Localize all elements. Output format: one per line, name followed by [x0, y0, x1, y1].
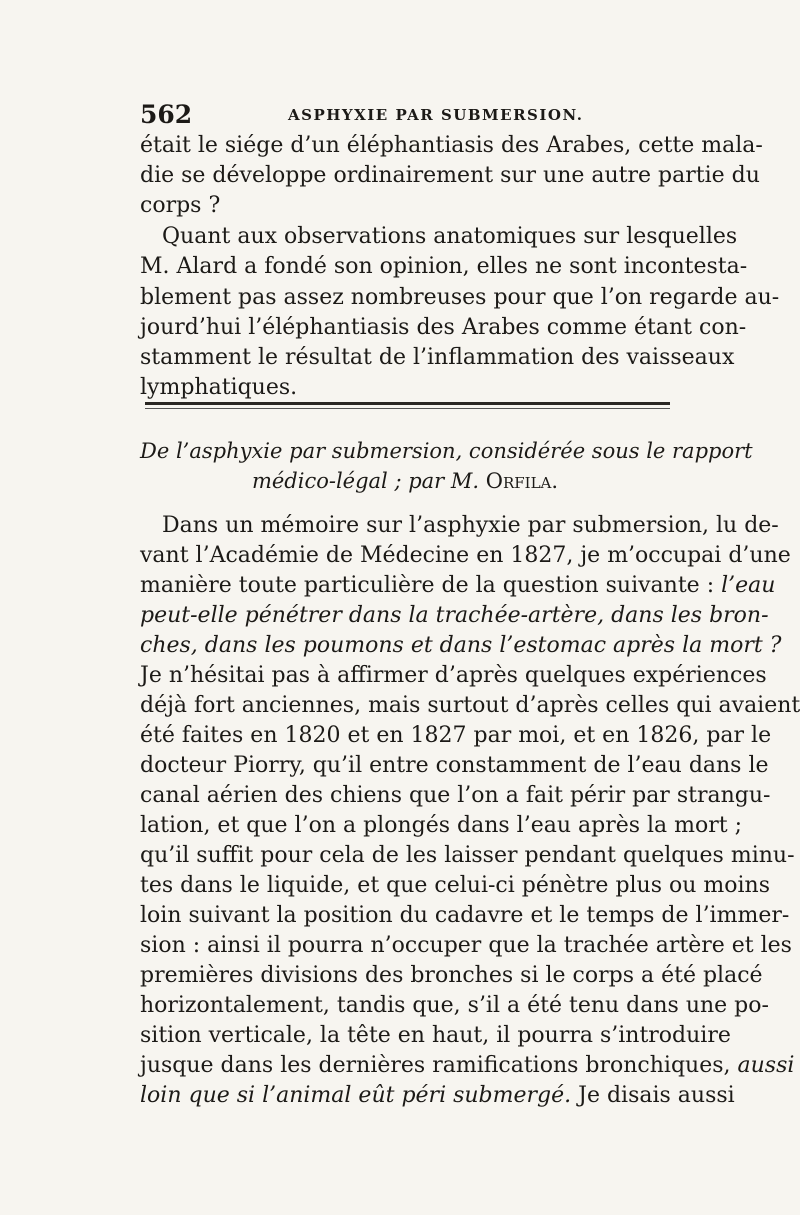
- text-line: Je n’hésitai pas à affirmer d’après quelques expériences: [140, 663, 767, 688]
- text-span: jusque dans les dernières ramifications bronchiques,: [140, 1053, 738, 1078]
- text-line: stamment le résultat de l’inflammation des vaisseaux: [140, 345, 735, 370]
- text-line: lation, et que l’on a plongés dans l’eau après la mort ;: [140, 813, 743, 838]
- running-head: ASPHYXIE PAR SUBMERSION.: [288, 106, 584, 124]
- text-span-italic: l’eau: [721, 573, 776, 598]
- text-span: manière toute particulière de la question suivante :: [140, 573, 722, 598]
- text-line: [140, 1051, 795, 1081]
- text-line: tes dans le liquide, et que celui-ci pénètre plus ou moins: [140, 873, 771, 898]
- text-line: peut-elle pénétrer dans la trachée-artère, dans les bron-: [140, 603, 769, 628]
- text-line: die se développe ordinairement sur une autre partie du: [140, 163, 760, 188]
- text-line: corps ?: [140, 193, 221, 218]
- article-subtitle: médico-légal ; par M.: [251, 469, 486, 493]
- page-header: [140, 100, 670, 130]
- text-line: ches, dans les poumons et dans l’estomac après la mort ?: [140, 633, 782, 658]
- text-span: Je disais aussi: [578, 1083, 735, 1108]
- text-line: premières divisions des bronches si le corps a été placé: [140, 963, 763, 988]
- page-number: 562: [140, 100, 193, 129]
- text-span-italic: aussi: [737, 1053, 795, 1078]
- text-line: canal aérien des chiens que l’on a fait périr par strangu-: [140, 783, 771, 808]
- text-line: sion : ainsi il pourra n’occuper que la trachée artère et les: [140, 933, 792, 958]
- text-line: déjà fort anciennes, mais surtout d’après celles qui avaient: [140, 693, 800, 718]
- text-line: horizontalement, tandis que, s’il a été tenu dans une po-: [140, 993, 769, 1018]
- text-line: vant l’Académie de Médecine en 1827, je m’occupai d’une: [140, 543, 791, 568]
- text-line: [140, 1081, 735, 1111]
- text-line: lymphatiques.: [140, 375, 298, 400]
- text-line: Dans un mémoire sur l’asphyxie par submersion, lu de-: [162, 513, 779, 538]
- text-span-italic: loin que si l’animal eût péri submergé.: [140, 1083, 579, 1108]
- text-line: jourd’hui l’éléphantiasis des Arabes comme étant con-: [140, 315, 747, 340]
- text-line: sition verticale, la tête en haut, il pourra s’introduire: [140, 1023, 731, 1048]
- section-rule-thin: [145, 408, 670, 409]
- article-title-line2: [140, 466, 670, 496]
- text-line: qu’il suffit pour cela de les laisser pendant quelques minu-: [140, 843, 795, 868]
- section-rule: [145, 402, 670, 405]
- article-title: De l’asphyxie par submersion, considérée sous le rapport: [140, 439, 753, 463]
- text-line: loin suivant la position du cadavre et le temps de l’immer-: [140, 903, 790, 928]
- text-line: était le siége d’un éléphantiasis des Arabes, cette mala-: [140, 133, 763, 158]
- text-line: [140, 571, 776, 601]
- text-line: Quant aux observations anatomiques sur lesquelles: [162, 224, 738, 249]
- article-author: Orfila.: [485, 469, 559, 493]
- text-line: été faites en 1820 et en 1827 par moi, et en 1826, par le: [140, 723, 772, 748]
- text-line: blement pas assez nombreuses pour que l’on regarde au-: [140, 285, 780, 310]
- text-line: M. Alard a fondé son opinion, elles ne sont incontesta-: [140, 254, 748, 279]
- text-line: docteur Piorry, qu’il entre constamment de l’eau dans le: [140, 753, 769, 778]
